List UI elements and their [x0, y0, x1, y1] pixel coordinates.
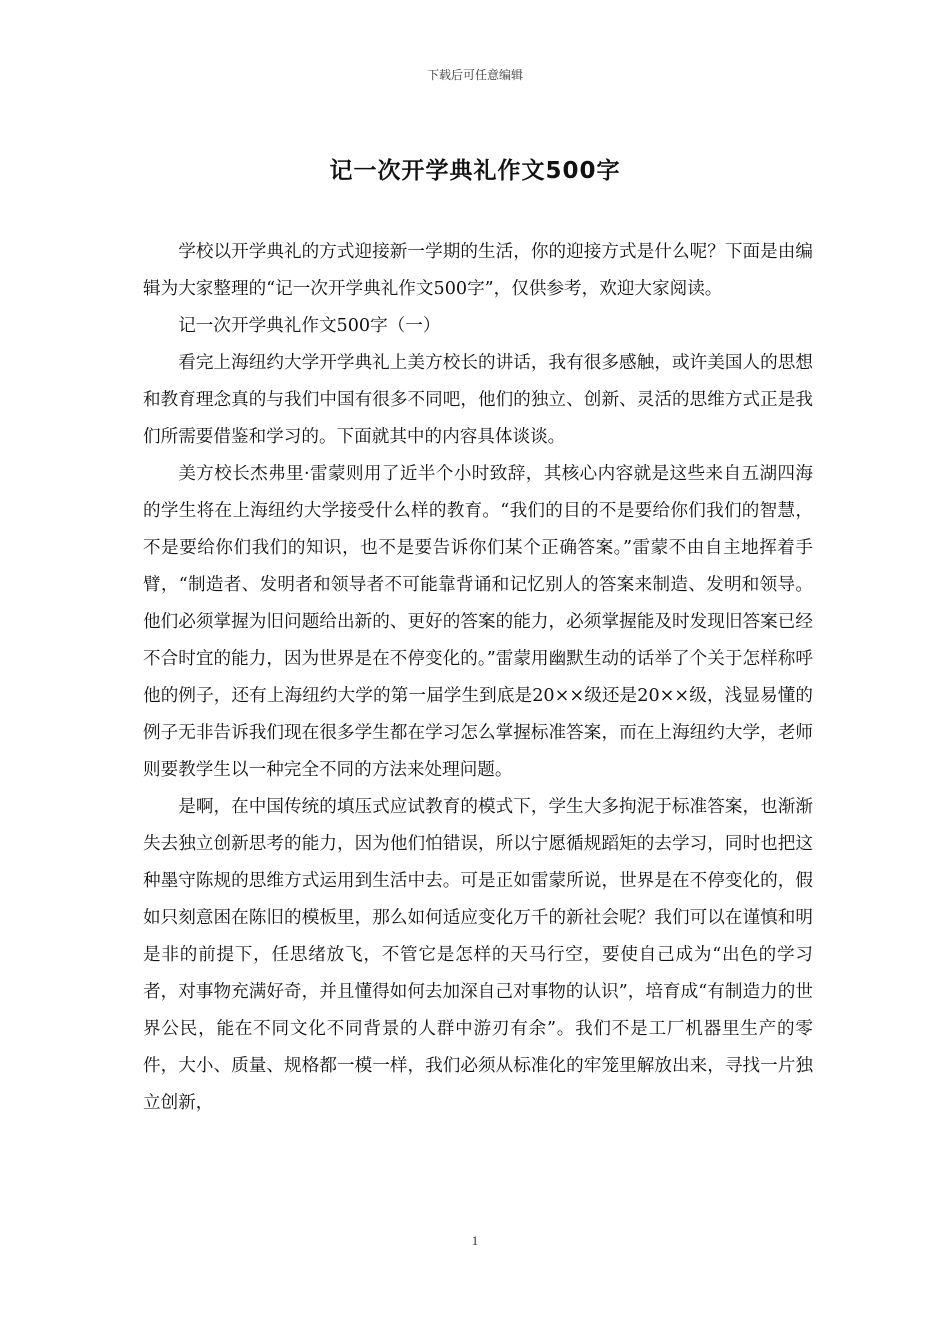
document-title: 记一次开学典礼作文500字	[329, 158, 621, 184]
document-body	[143, 234, 813, 1122]
page-header: 下载后可任意编辑	[426, 68, 523, 82]
body-paragraph: 是啊，在中国传统的填压式应试教育的模式下，学生大多拘泥于标准答案，也渐渐失去独立创新思考的能力，因为他们怕错误，所以宁愿循规蹈矩的去学习，同时也把这种墨守陈规的思维方式运用到生活中去。可是正如雷蒙所说，世界是在不停变化的，假如只刻意困在陈旧的模板里，那么如何适应变化万千的新社会呢？我们可以在谨慎和明是非的前提下，任思绪放飞，不管它是怎样的天马行空，要使自己成为“出色的学习者，对事物充满好奇，并且懂得如何去加深自己对事物的认识”，培育成“有制造力的世界公民，能在不同文化不同背景的人群中游刃有余”。我们不是工厂机器里生产的零件，大小、质量、规格都一模一样，我们必须从标准化的牢笼里解放出来，寻找一片独立创新，	[143, 797, 813, 1113]
section-heading: 记一次开学典礼作文500字（一）	[178, 316, 441, 336]
page-number: 1	[471, 1233, 479, 1248]
body-paragraph: 美方校长杰弗里·雷蒙则用了近半个小时致辞，其核心内容就是这些来自五湖四海的学生将在上海纽约大学接受什么样的教育。“我们的目的不是要给你们我们的智慧，不是要给你们我们的知识，也不是要告诉你们某个正确答案。”雷蒙不由自主地挥着手臂，“制造者、发明者和领导者不可能靠背诵和记忆别人的答案来制造、发明和领导。他们必须掌握为旧问题给出新的、更好的答案的能力，必须掌握能及时发现旧答案已经不合时宜的能力，因为世界是在不停变化的。”雷蒙用幽默生动的话举了个关于怎样称呼他的例子，还有上海纽约大学的第一届学生到底是20××级还是20××级，浅显易懂的例子无非告诉我们现在很多学生都在学习怎么掌握标准答案，而在上海纽约大学，老师则要教学生以一种完全不同的方法来处理问题。	[143, 464, 813, 780]
intro-paragraph: 学校以开学典礼的方式迎接新一学期的生活，你的迎接方式是什么呢？下面是由编辑为大家整理的“记一次开学典礼作文500字”，仅供参考，欢迎大家阅读。	[143, 242, 813, 299]
body-paragraph: 看完上海纽约大学开学典礼上美方校长的讲话，我有很多感触，或许美国人的思想和教育理念真的与我们中国有很多不同吧，他们的独立、创新、灵活的思维方式正是我们所需要借鉴和学习的。下面就其中的内容具体谈谈。	[143, 353, 813, 447]
